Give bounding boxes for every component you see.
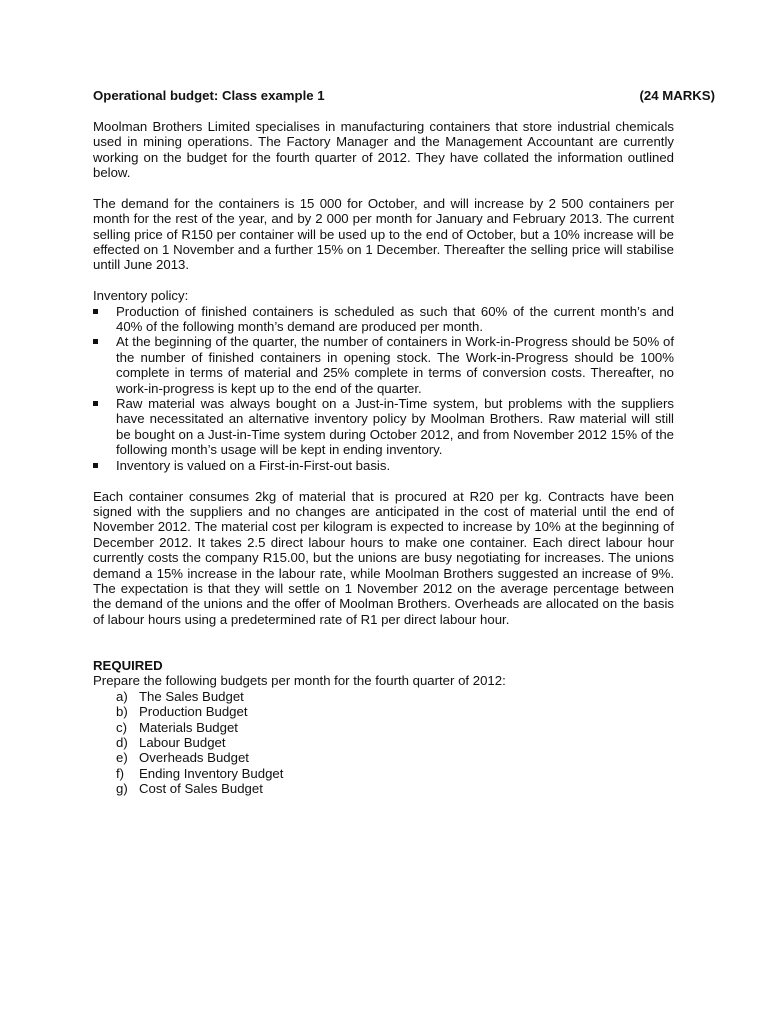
task-item — [116, 689, 674, 704]
title-row — [93, 88, 715, 103]
task-item — [116, 766, 674, 781]
list-item — [93, 304, 674, 335]
task-letter: d) — [116, 734, 128, 750]
list-item — [93, 334, 674, 396]
task-item — [116, 735, 674, 750]
required-task-list — [93, 689, 674, 797]
task-item — [116, 720, 674, 735]
task-letter: f) — [116, 765, 125, 781]
list-item — [93, 396, 674, 458]
task-item — [116, 704, 674, 719]
task-letter: a) — [116, 688, 128, 704]
inventory-policy-list — [93, 304, 674, 473]
task-text: Cost of Sales Budget — [139, 781, 263, 797]
task-text: Labour Budget — [139, 734, 226, 750]
task-letter: c) — [116, 719, 127, 735]
task-text: The Sales Budget — [139, 688, 244, 704]
task-letter: g) — [116, 781, 128, 797]
list-item — [93, 458, 674, 473]
intro-paragraph: Moolman Brothers Limited specialises in manufacturing containers that store industrial chemicals used in mining operations. The Factory Manager and the Management Accountant are currently working on the budget for the fourth quarter of 2012. They have collated the information outlined below. — [93, 118, 674, 181]
task-text: Ending Inventory Budget — [139, 765, 284, 781]
document-title: Operational budget: Class example 1 — [93, 88, 325, 103]
list-item-text: Raw material was always bought on a Just-in-Time system, but problems with the suppliers have necessitated an alternative inventory policy by Moolman Brothers. Raw material will still be bought on a Just-in-Time system during October 2012, and from November 2012 15% of the following month’s usage will be kept in ending inventory. — [116, 396, 674, 458]
document-page — [93, 88, 715, 797]
bullet-icon — [93, 463, 98, 468]
task-text: Materials Budget — [139, 719, 238, 735]
demand-paragraph: The demand for the containers is 15 000 for October, and will increase by 2 500 containers per month for the rest of the year, and by 2 000 per month for January and February 2013. The current selling price of R150 per container will be used up to the end of October, but a 10% increase will be effected on 1 November and a further 15% on 1 December. Thereafter the selling price will stabilise untill June 2013. — [93, 195, 674, 273]
list-item-text: Production of finished containers is scheduled as such that 60% of the current month’s and 40% of the following month’s demand are produced per month. — [116, 303, 674, 335]
bullet-icon — [93, 309, 98, 314]
required-heading: REQUIRED — [93, 657, 163, 673]
task-item — [116, 781, 674, 796]
task-text: Production Budget — [139, 704, 248, 720]
costs-paragraph: Each container consumes 2kg of material that is procured at R20 per kg. Contracts have been signed with the suppliers and no changes are anticipated in the cost of material until the end of November 2012. The material cost per kilogram is expected to increase by 10% at the beginning of December 2012. It takes 2.5 direct labour hours to make one container. Each direct labour hour currently costs the company R15.00, but the unions are busy negotiating for increases. The unions demand a 15% increase in the labour rate, while Moolman Brothers suggested an increase of 9%. The expectation is that they will settle on 1 November 2012 on the average percentage between the demand of the unions and the offer of Moolman Brothers. Overheads are allocated on the basis of labour hours using a predetermined rate of R1 per direct labour hour. — [93, 488, 674, 627]
bullet-icon — [93, 339, 98, 344]
inventory-heading: Inventory policy: — [93, 288, 189, 304]
task-item — [116, 750, 674, 765]
list-item-text: Inventory is valued on a First-in-First-out basis. — [116, 457, 391, 473]
bullet-icon — [93, 401, 98, 406]
required-instruction: Prepare the following budgets per month for the fourth quarter of 2012: — [93, 673, 506, 689]
task-text: Overheads Budget — [139, 750, 249, 766]
task-letter: e) — [116, 750, 128, 766]
list-item-text: At the beginning of the quarter, the number of containers in Work-in-Progress should be 50% of the number of finished containers in opening stock. The Work-in-Progress should be 100% complete in terms of material and 25% complete in terms of conversion costs. Thereafter, no work-in-progress is kept up to the end of the quarter. — [116, 334, 674, 396]
marks-label: (24 MARKS) — [639, 88, 715, 103]
task-letter: b) — [116, 704, 128, 720]
